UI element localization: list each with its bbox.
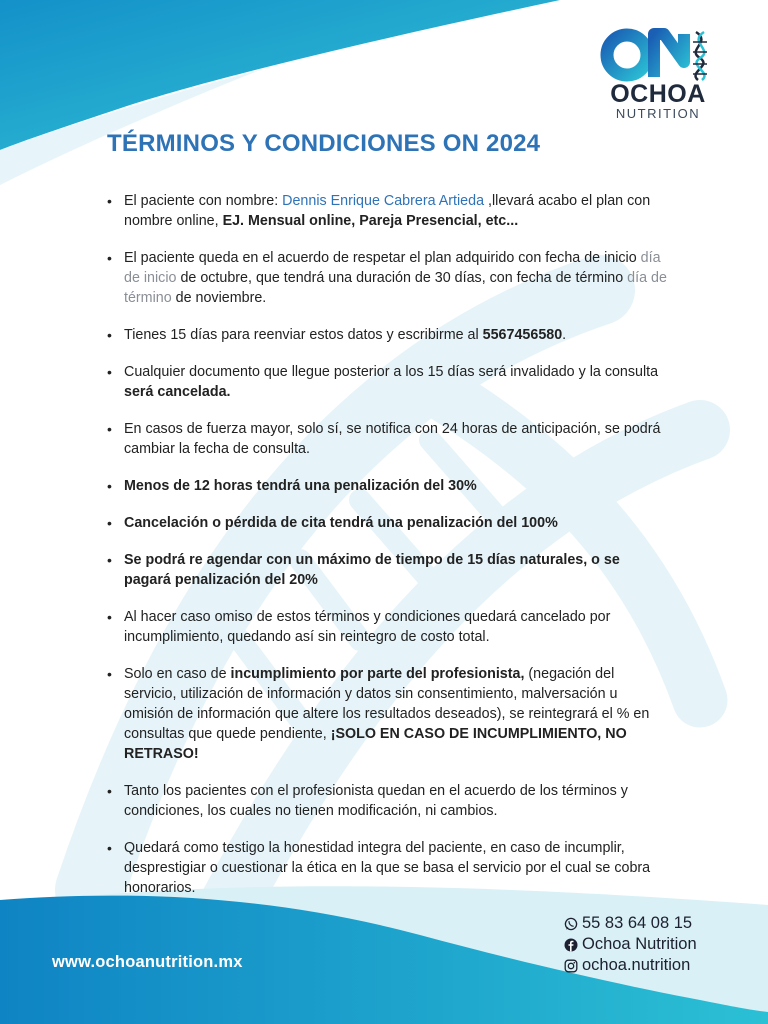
bullet-icon: • (107, 666, 112, 682)
term-text: Solo en caso de (124, 666, 231, 682)
bullet-icon: • (107, 783, 112, 799)
date-placeholder: día de término (124, 270, 667, 306)
term-text: Menos de 12 horas tendrá una penalización del 30% (124, 478, 477, 494)
bullet-icon: • (107, 421, 112, 437)
bullet-icon: • (107, 193, 112, 209)
term-item (107, 248, 667, 308)
term-item (107, 191, 667, 231)
website-link[interactable]: www.ochoanutrition.mx (52, 953, 243, 971)
term-item (107, 325, 667, 345)
contact-whatsapp[interactable] (564, 913, 697, 934)
term-text: (negación del servicio, utilización de información y datos sin consentimiento, malversación u omisión de información que altere los resultados deseados), se reintegrará el % en consultas que quede pendiente, (124, 666, 650, 742)
bullet-icon: • (107, 552, 112, 568)
term-item (107, 550, 667, 590)
contact-facebook-text: Ochoa Nutrition (582, 935, 697, 953)
contact-instagram[interactable] (564, 955, 697, 976)
bullet-icon: • (107, 250, 112, 266)
contact-facebook[interactable] (564, 934, 697, 955)
page-title: TÉRMINOS Y CONDICIONES ON 2024 (107, 130, 541, 157)
term-text: de octubre, que tendrá una duración de 30 días, con fecha de término (176, 270, 628, 286)
bullet-icon: • (107, 478, 112, 494)
term-item (107, 513, 667, 533)
terms-list (107, 191, 667, 915)
term-text: de noviembre. (171, 290, 267, 306)
term-item (107, 607, 667, 647)
term-text: El paciente con nombre: (124, 193, 283, 209)
brand-name: OCHOA (610, 80, 706, 108)
term-text: . (562, 327, 567, 343)
bullet-icon: • (107, 609, 112, 625)
bullet-icon: • (107, 327, 112, 343)
patient-name: Dennis Enrique Cabrera Artieda (282, 193, 485, 209)
contact-instagram-text: ochoa.nutrition (582, 956, 691, 974)
term-text: EJ. Mensual online, Pareja Presencial, etc... (222, 213, 519, 229)
bullet-icon: • (107, 364, 112, 380)
whatsapp-icon (564, 917, 578, 931)
term-item (107, 476, 667, 496)
date-placeholder: día de inicio (124, 250, 661, 286)
term-item (107, 781, 667, 821)
contact-whatsapp-text: 55 83 64 08 15 (582, 914, 693, 932)
term-item (107, 664, 667, 764)
term-text: Quedará como testigo la honestidad integra del paciente, en caso de incumplir, desprestigiar o cuestionar la ética en la que se basa el servicio por el cual se cobra honorarios. (124, 840, 651, 896)
instagram-icon (564, 959, 578, 973)
term-text: incumplimiento por parte del profesionista, (230, 666, 525, 682)
brand-logo (600, 28, 716, 123)
term-text: 5567456580 (482, 327, 563, 343)
term-text: Al hacer caso omiso de estos términos y condiciones quedará cancelado por incumplimiento, quedando así sin reintegro de costo total. (124, 609, 611, 645)
bullet-icon: • (107, 840, 112, 856)
facebook-icon (564, 938, 578, 952)
term-text: Se podrá re agendar con un máximo de tiempo de 15 días naturales, o se pagará penalización del 20% (124, 552, 620, 588)
term-item (107, 419, 667, 459)
term-text: ¡SOLO EN CASO DE INCUMPLIMIENTO, NO RETRASO! (124, 726, 627, 762)
bullet-icon: • (107, 515, 112, 531)
term-text: Tanto los pacientes con el profesionista quedan en el acuerdo de los términos y condiciones, los cuales no tienen modificación, ni cambios. (124, 783, 628, 819)
term-item (107, 838, 667, 898)
term-text: será cancelada. (124, 384, 231, 400)
term-item (107, 362, 667, 402)
term-text: Cancelación o pérdida de cita tendrá una penalización del 100% (124, 515, 558, 531)
logo-mark-icon (600, 28, 716, 84)
term-text: Cualquier documento que llegue posterior a los 15 días será invalidado y la consulta (124, 364, 659, 380)
term-text: ,llevará acabo el plan con nombre online, (124, 193, 651, 229)
term-text: El paciente queda en el acuerdo de respetar el plan adquirido con fecha de inicio (124, 250, 641, 266)
contact-block (564, 913, 697, 976)
brand-subtitle: NUTRITION (615, 106, 701, 121)
term-text: Tienes 15 días para reenviar estos datos y escribirme al (124, 327, 483, 343)
term-text: En casos de fuerza mayor, solo sí, se notifica con 24 horas de anticipación, se podrá cambiar la fecha de consulta. (124, 421, 661, 457)
